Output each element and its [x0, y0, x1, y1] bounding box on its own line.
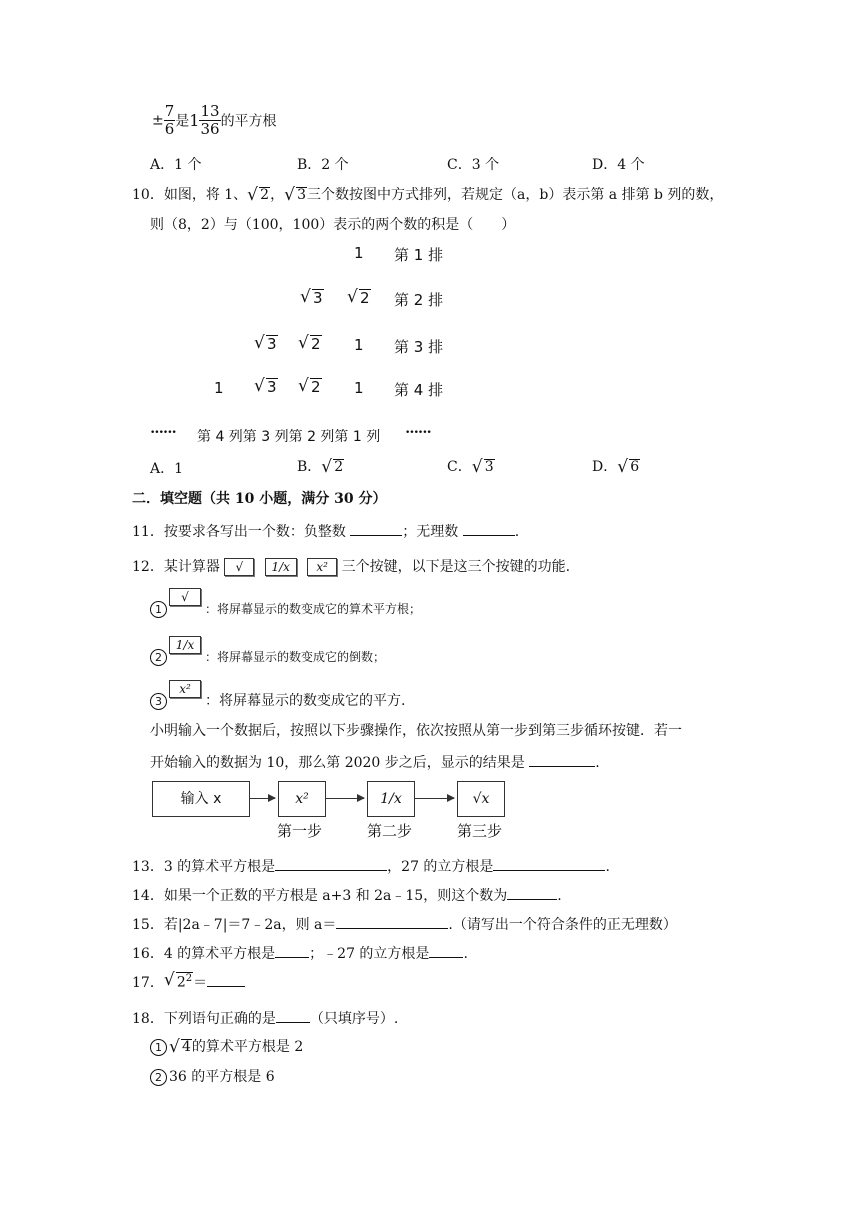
q9-option-a: A．1 个 — [150, 157, 202, 173]
q11: 11．按要求各写出一个数：负整数 ；无理数 . — [132, 521, 519, 541]
flow-step-3: 第三步 — [457, 822, 503, 840]
q12-item-2: 21/x：将屏幕显示的数变成它的倒数； — [150, 648, 385, 666]
q9-tail — [152, 104, 277, 137]
sqrt-3: √ 3 — [284, 187, 307, 203]
flow-box-1: x² — [278, 781, 326, 817]
square-key: x² — [307, 558, 337, 576]
q11-blank-1[interactable] — [350, 521, 402, 536]
fraction-13-36: $\frac{13}{36}$ — [200, 102, 220, 138]
q9-option-d: D．4 个 — [592, 157, 645, 173]
inverse-key: 1/x — [265, 558, 297, 576]
q17: 17．√ $2^2=$ — [132, 972, 245, 992]
fig-row3-v3: 1 — [354, 336, 364, 354]
section-title: 二．填空题（共 10 小题，满分 30 分） — [132, 491, 387, 507]
fig-row2-v1: √ 3 — [300, 289, 324, 307]
fig-row4-label: 第 4 排 — [394, 381, 444, 399]
q12-paragraph-2: 开始输入的数据为 10，那么第 2020 步之后，显示的结果是 . — [150, 752, 600, 772]
q12-paragraph-1: 小明输入一个数据后，按照以下步骤操作，依次按照从第一步到第三步循环按键．若一 — [150, 723, 682, 739]
fraction-7-6: $\frac{7}{6}$ — [164, 102, 175, 138]
flow-arrow-2 — [325, 798, 364, 799]
fig-row3-label: 第 3 排 — [394, 338, 444, 356]
sqrt-key: √ — [224, 558, 254, 576]
q10-option-a: A．1 — [150, 461, 184, 477]
sqrt-2-squared: √ $2^2$ — [164, 972, 193, 991]
q17-blank[interactable] — [207, 972, 245, 987]
fig-column-labels: 第 4 列第 3 列第 2 列第 1 列 — [197, 429, 381, 445]
q9-option-c: C．3 个 — [447, 157, 500, 173]
q16-blank-1[interactable] — [275, 943, 309, 958]
flow-arrow-3 — [414, 798, 454, 799]
q10-line1: 10．如图，将 1、√ 2，√ 3三个数按图中方式排列，若规定（a，b）表示第 a 排第 b 列的数， — [132, 184, 723, 204]
square-key-3: x² — [169, 680, 201, 698]
q12-intro: 12．某计算器 √ 1/x x² 三个按键，以下是这三个按键的功能. — [132, 559, 571, 575]
fig-row3-v2: √ 2 — [298, 335, 322, 353]
q11-blank-2[interactable] — [463, 521, 515, 536]
fig-row3-v1: √ 3 — [254, 335, 278, 353]
mixed-whole: 1 — [189, 111, 200, 130]
sqrt-2: √ 2 — [247, 187, 270, 203]
q10-option-c: C．√ 3 — [447, 456, 495, 476]
fig-row4-v2: √ 3 — [254, 378, 278, 396]
flow-arrow-1 — [249, 798, 275, 799]
flow-box-3: √x — [457, 781, 505, 817]
plus-minus: ± — [152, 112, 164, 129]
q14-blank[interactable] — [507, 885, 557, 900]
q16-blank-2[interactable] — [429, 943, 463, 958]
sqrt-key-1: √ — [169, 588, 201, 606]
q16: 16．4 的算术平方根是 ；﹣27 的立方根是 . — [132, 943, 468, 963]
q18: 18．下列语句正确的是 （只填序号）. — [132, 1008, 398, 1028]
q12-blank[interactable] — [529, 752, 595, 767]
q13-blank-1[interactable] — [275, 856, 387, 871]
q9-mid-text: 是 — [175, 113, 190, 130]
q9-option-b: B．2 个 — [297, 157, 349, 173]
q18-item-2: 2 36 的平方根是 6 — [150, 1066, 275, 1086]
fig-row4-v4: 1 — [354, 379, 364, 397]
q18-item-1: 1√ 4的算术平方根是 2 — [150, 1036, 303, 1056]
q13-blank-2[interactable] — [493, 856, 605, 871]
q10-option-b: B．√ 2 — [297, 456, 344, 476]
fig-dots-right: •••••• — [405, 428, 431, 438]
q12-item-1: 1√：将屏幕显示的数变成它的算术平方根； — [150, 600, 421, 618]
fig-row1-label: 第 1 排 — [394, 246, 444, 264]
q14: 14．如果一个正数的平方根是 a+3 和 2a﹣15，则这个数为 . — [132, 885, 562, 905]
q15: 15．若|2a﹣7|＝7﹣2a，则 a＝ .（请写出一个符合条件的正无理数） — [132, 914, 677, 934]
fig-row2-label: 第 2 排 — [394, 291, 444, 309]
flow-box-2: 1/x — [367, 781, 415, 817]
q12-item-3: 3x²：将屏幕显示的数变成它的平方. — [150, 690, 405, 710]
q13: 13．3 的算术平方根是 ，27 的立方根是 . — [132, 856, 610, 876]
q10-option-d: D．√ 6 — [592, 456, 640, 476]
flow-step-1: 第一步 — [277, 822, 323, 840]
flow-step-2: 第二步 — [367, 822, 413, 840]
fig-row4-v3: √ 2 — [298, 378, 322, 396]
q15-blank[interactable] — [336, 914, 448, 929]
flow-input-box: 输入 x — [152, 781, 250, 817]
sqrt-4: √ 4 — [169, 1039, 192, 1055]
fig-dots-left: •••••• — [150, 428, 176, 438]
q10-line2: 则（8，2）与（100，100）表示的两个数的积是（ ） — [150, 217, 516, 233]
q9-tail-text: 的平方根 — [220, 113, 277, 130]
fig-row1-v1: 1 — [354, 244, 364, 262]
fig-row2-v2: √ 2 — [347, 289, 371, 307]
fig-row4-v1: 1 — [214, 379, 224, 397]
q18-blank[interactable] — [276, 1008, 310, 1023]
inverse-key-2: 1/x — [169, 636, 201, 654]
